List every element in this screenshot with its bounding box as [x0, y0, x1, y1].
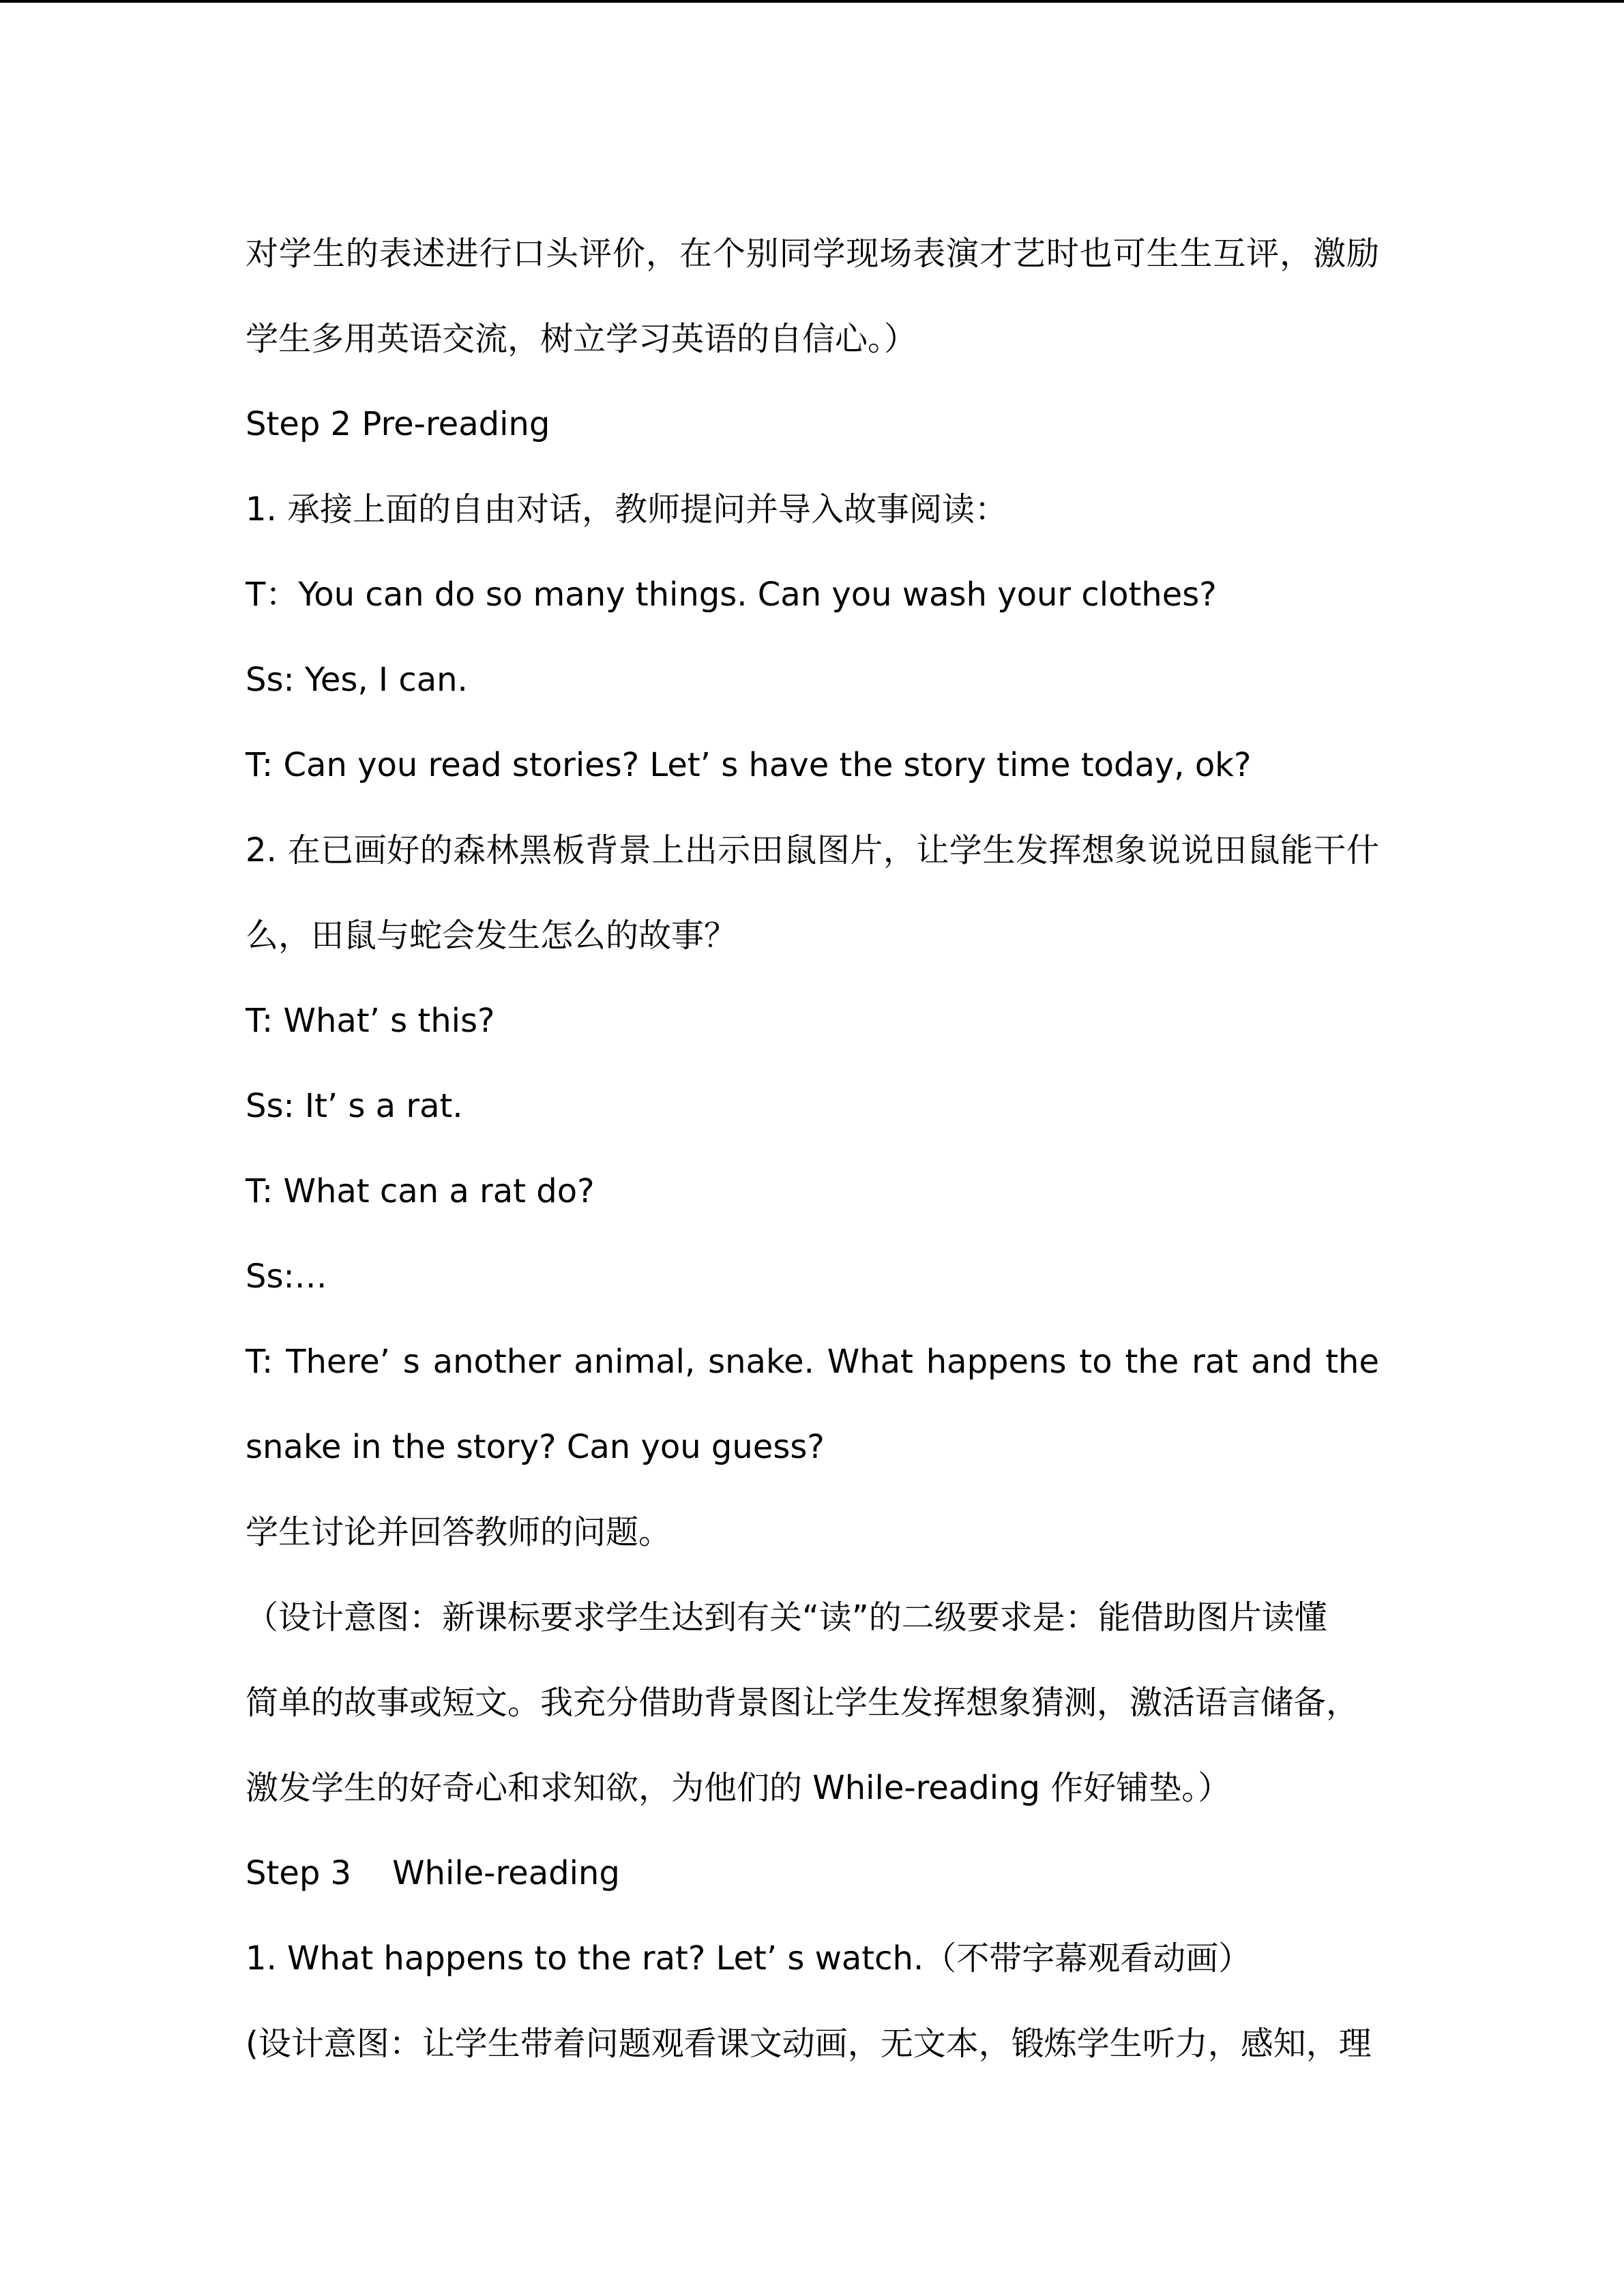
section-heading: [246, 1831, 1379, 1916]
design-intent-line: 激发学生的好奇心和求知欲，为他们的 While-reading 作好铺垫。）: [246, 1769, 1231, 1807]
text-line: 1. What happens to the rat? Let’ s watch.（不带字幕观看动画）: [246, 1939, 1252, 1978]
step-title: While-reading: [392, 1854, 620, 1892]
section-heading: Step 2 Pre-reading: [246, 405, 550, 443]
document-page: [246, 211, 1379, 2087]
step-number: Step 3: [246, 1854, 352, 1892]
design-intent-line: (设计意图：让学生带着问题观看课文动画，无文本，锻炼学生听力，感知，理: [246, 2025, 1372, 2063]
dialogue-line: T: What can a rat do?: [246, 1172, 595, 1210]
design-intent-line: 简单的故事或短文。我充分借助背景图让学生发挥想象猜测，激活语言储备，: [246, 1684, 1359, 1722]
text-line: 学生多用英语交流，树立学习英语的自信心。）: [246, 320, 917, 358]
text-line: 学生讨论并回答教师的问题。: [246, 1513, 672, 1551]
design-intent-line: （设计意图：新课标要求学生达到有关“读”的二级要求是：能借助图片读懂: [246, 1598, 1327, 1637]
dialogue-line: T: There’ s another animal, snake. What happens to the rat and the: [246, 1343, 1379, 1381]
text-line: 对学生的表述进行口头评价，在个别同学现场表演才艺时也可生生互评，激励: [246, 235, 1379, 273]
dialogue-line: snake in the story? Can you guess?: [246, 1428, 825, 1466]
dialogue-line: Ss: Yes, I can.: [246, 661, 468, 699]
dialogue-line: Ss: It’ s a rat.: [246, 1087, 463, 1125]
dialogue-line: T: What’ s this?: [246, 1002, 495, 1040]
dialogue-line: Ss:…: [246, 1257, 327, 1296]
dialogue-line: T: Can you read stories? Let’ s have the story time today, ok?: [246, 746, 1252, 784]
text-line: 1. 承接上面的自由对话，教师提问并导入故事阅读：: [246, 490, 1008, 528]
page-top-border: [0, 0, 1624, 3]
text-line: 2. 在已画好的森林黑板背景上出示田鼠图片，让学生发挥想象说说田鼠能干什: [246, 831, 1379, 869]
text-line: 么，田鼠与蛇会发生怎么的故事？: [246, 916, 737, 955]
dialogue-line: T：You can do so many things. Can you wash your clothes?: [246, 576, 1217, 614]
